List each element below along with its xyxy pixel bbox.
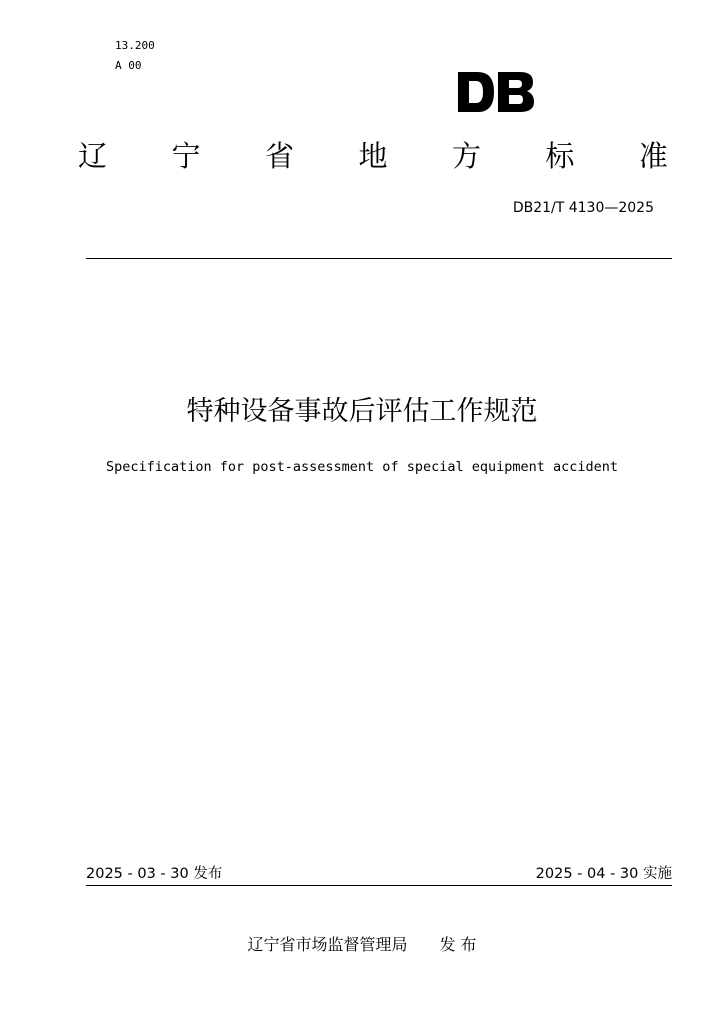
document-english-title: Specification for post-assessment of special equipment accident: [105, 459, 619, 475]
ics-code: 13.200: [115, 39, 155, 52]
document-title: 特种设备事故后评估工作规范: [186, 396, 538, 427]
category-char: 辽: [78, 139, 108, 173]
category-char: 标: [545, 139, 575, 173]
implement-date: 2025 - 04 - 30 实施: [535, 866, 672, 882]
db-logo-icon: [456, 70, 536, 114]
category-char: 准: [638, 139, 668, 173]
issuer-name: 辽宁省市场监督管理局: [247, 935, 408, 954]
category-char: 地: [358, 139, 388, 173]
header-divider: [86, 258, 672, 259]
standard-category-title: [78, 138, 668, 174]
issuer-line: [0, 934, 724, 956]
ccs-code: A 00: [115, 59, 142, 72]
category-char: 方: [451, 139, 481, 173]
issue-word: 发 布: [439, 935, 477, 954]
category-char: 省: [264, 139, 294, 173]
footer-divider: [86, 885, 672, 886]
category-char: 宁: [171, 139, 201, 173]
classification-codes: [115, 36, 155, 76]
standard-code: DB21/T 4130—2025: [512, 200, 654, 216]
publish-date: 2025 - 03 - 30 发布: [86, 866, 223, 882]
